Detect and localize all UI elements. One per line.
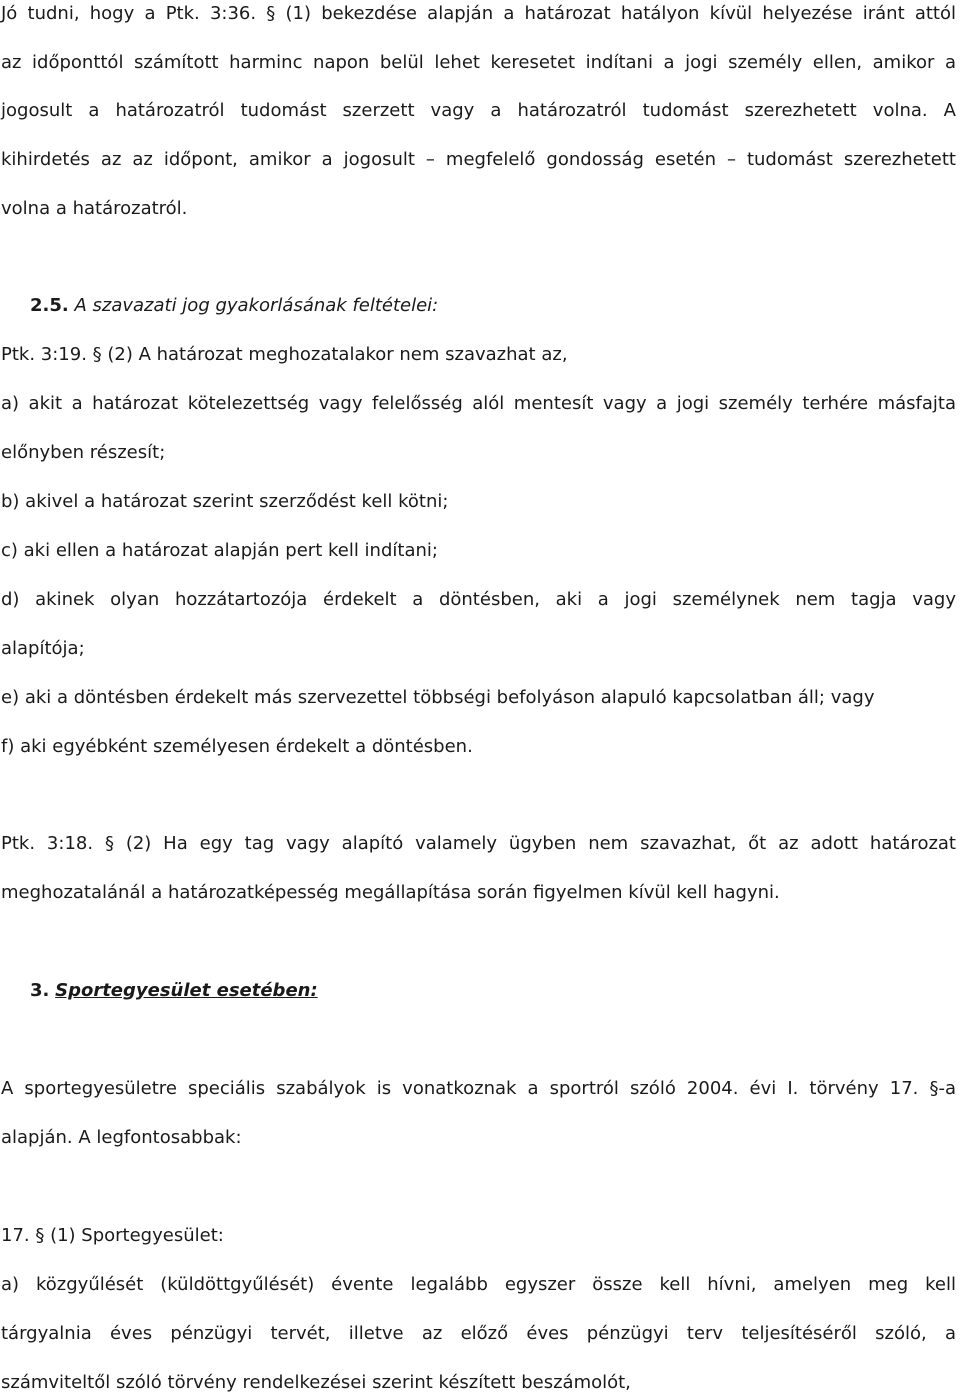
para-17-item-a-cont-1: tárgyalnia éves pénzügyi tervét, illetve az előző éves pénzügyi terv teljesítéséről szóló, a: [1, 1323, 956, 1344]
section-3-heading: [30, 979, 960, 1003]
ptk-3-19-item-f: f) aki egyébként személyesen érdekelt a döntésben.: [1, 736, 473, 757]
ptk-3-19-line-1: Ptk. 3:19. § (2) A határozat meghozatalakor nem szavazhat az,: [1, 344, 568, 365]
intro-line-3: jogosult a határozatról tudomást szerzett vagy a határozatról tudomást szerezhetett volna. A: [1, 100, 956, 121]
ptk-3-18-line-2: meghozatalánál a határozatképesség megállapítása során figyelmen kívül kell hagyni.: [1, 882, 780, 903]
ptk-3-19-item-a-cont: előnyben részesít;: [1, 442, 166, 463]
ptk-3-19-item-d-cont: alapítója;: [1, 638, 85, 659]
section-2-5-heading: [30, 294, 960, 318]
section-2-5-number: 2.5.: [30, 295, 69, 316]
ptk-3-19-item-b: b) akivel a határozat szerint szerződést kell kötni;: [1, 491, 449, 512]
sport-intro-line-1: A sportegyesületre speciális szabályok is vonatkoznak a sportról szóló 2004. évi I. törvény 17. §-a: [1, 1078, 956, 1099]
intro-line-2: az időponttól számított harminc napon belül lehet keresetet indítani a jogi személy ellen, amikor a: [1, 52, 956, 73]
section-2-5-title: A szavazati jog gyakorlásának feltételei:: [74, 295, 439, 316]
para-17-item-a-cont-2: számviteltől szóló törvény rendelkezései szerint készített beszámolót,: [1, 1372, 631, 1393]
intro-line-4: kihirdetés az az időpont, amikor a jogosult – megfelelő gondosság esetén – tudomást szerezhetett: [1, 149, 956, 170]
section-3-number: 3.: [30, 980, 50, 1001]
para-17-heading: 17. § (1) Sportegyesület:: [1, 1225, 224, 1246]
para-17-item-a: a) közgyűlését (küldöttgyűlését) évente legalább egyszer össze kell hívni, amelyen meg kell: [1, 1274, 956, 1295]
ptk-3-19-item-e: e) aki a döntésben érdekelt más szervezettel többségi befolyáson alapuló kapcsolatban áll; vagy: [1, 687, 875, 708]
ptk-3-19-item-c: c) aki ellen a határozat alapján pert kell indítani;: [1, 540, 438, 561]
section-3-title: Sportegyesület esetében:: [55, 980, 318, 1001]
ptk-3-19-item-d: d) akinek olyan hozzátartozója érdekelt a döntésben, aki a jogi személynek nem tagja vagy: [1, 589, 956, 610]
intro-line-5: volna a határozatról.: [1, 198, 188, 219]
ptk-3-18-line-1: Ptk. 3:18. § (2) Ha egy tag vagy alapító valamely ügyben nem szavazhat, őt az adott határozat: [1, 833, 956, 854]
ptk-3-19-item-a: a) akit a határozat kötelezettség vagy felelősség alól mentesít vagy a jogi személy terhére másfajta: [1, 393, 956, 414]
sport-intro-line-2: alapján. A legfontosabbak:: [1, 1127, 242, 1148]
intro-line-1: Jó tudni, hogy a Ptk. 3:36. § (1) bekezdése alapján a határozat hatályon kívül helyezése iránt attól: [1, 3, 956, 24]
